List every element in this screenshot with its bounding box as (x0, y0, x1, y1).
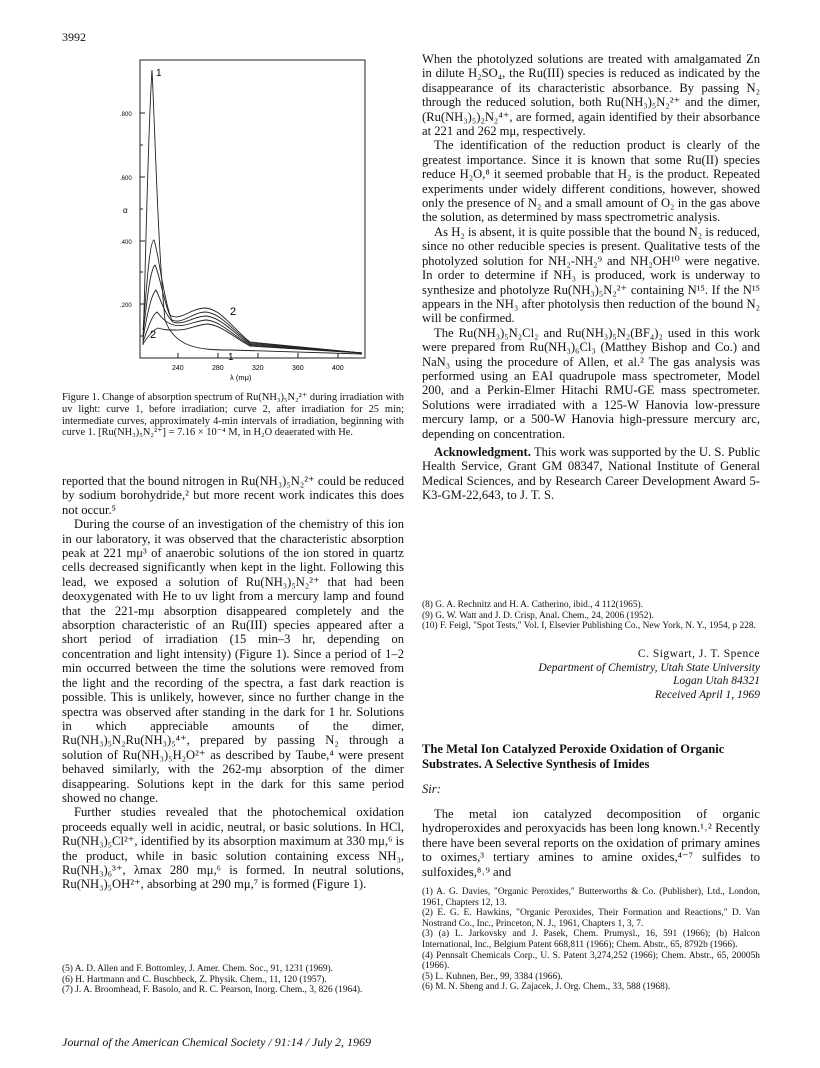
spectral-curves (143, 70, 362, 354)
paragraph: When the photolyzed solutions are treated with amalgamated Zn in dilute H₂SO₄, the Ru(III) species is reduced as indicated by the disappearance of its characteristic absorbance. By passing N₂ through the reduced solution, both Ru(NH₃)₅N₂²⁺ and the dimer, (Ru(NH₃)₅)₂N₂⁴⁺, are formed, again identified by their absorbance at 221 and 262 mμ, respectively. (422, 52, 760, 139)
paragraph: The Ru(NH₃)₅N₂Cl₂ and Ru(NH₃)₅N₂(BF₄)₂ used in this work were prepared from Ru(NH₃)₆Cl₃ (Matthey Bishop and Co.) and NaN₃ using the procedure of Allen, et al.² The gas analysis was performed using an EAI quadrupole mass spectrometer, Model 200, and a Perkin-Elmer Hitachi RMU-GE mass spectrometer. Solutions were irradiated with a 125-W Hanovia low-pressure mercury lamp, or a 500-W Hanovia high-pressure mercury arc, depending on concentration. (422, 325, 760, 441)
plot-frame (140, 60, 365, 358)
reference: (4) Pennsalt Chemicals Corp., U. S. Patent 3,274,252 (1966); Chem. Abstr., 65, 20005h (1966). (422, 950, 760, 972)
reference: (10) F. Feigl, "Spot Tests," Vol. I, Elsevier Publishing Co., New York, N. Y., 1954, p 228. (422, 621, 756, 632)
author-signature (422, 648, 760, 702)
reference: (9) G. W. Watt and J. D. Crisp, Anal. Chem., 24, 2006 (1952). (422, 610, 654, 621)
curve-label-2: 2 (230, 306, 237, 318)
acknowledgment-text: This work was supported by the U. S. Public Health Service, Grant GM 08347, National Institute of General Medical Sciences, and by Research Career Development Award 5-K3-GM-22,643, to J. T. S. (422, 444, 761, 503)
curve-2 (143, 324, 362, 353)
article-title: The Metal Ion Catalyzed Peroxide Oxidation of Organic Substrates. A Selective Synthesis of Imides (422, 742, 725, 771)
author-names: C. Sigwart, J. T. Spence (637, 648, 760, 660)
paragraph: During the course of an investigation of the chemistry of this ion in our laboratory, it was observed that the characteristic absorption peak at 221 mμ³ of anaerobic solutions of the ion stored in quartz cells decreased significantly when kept in the light. Following this lead, we exposed a solution of Ru(NH₃)₅N₂²⁺ that had been deoxygenated with He to uv light from a mercury lamp and found that the 221-mμ absorption disappeared completely and the absorption characteristic of an Ru(III) species appeared after a short period of irradiation (15 min–3 hr, depending on concentration and light intensity) (Figure 1). Since a period of 1–2 min occurred between the time the solutions were removed from the light and the recording of the spectra, a fast dark reaction is possible. This is unlikely, however, since no further change in the spectra was observed after standing in the dark for 1 hr. Solutions in which appreciable amounts of the dimer, Ru(NH₃)₅N₂Ru(NH₃)₅⁴⁺, prepared by passing N₂ through a solution of Ru(NH₃)₅H₂O²⁺ as described by Taube,⁴ were present behaved similarly, with the 262-mμ absorption of the dimer disappearing. Solutions kept in the dark for this same period showed no change. (62, 517, 404, 805)
right-references (422, 600, 760, 632)
paragraph: reported that the bound nitrogen in Ru(NH₃)₅N₂²⁺ could be reduced by sodium borohydride,² but more recent work indicates this does not occur.⁵ (62, 474, 404, 517)
y-tick-label: .600 (120, 176, 132, 182)
paragraph: Further studies revealed that the photochemical oxidation proceeds equally well in acidic, neutral, or basic solutions. In HCl, Ru(NH₃)₅Cl²⁺, identified by its absorption maximum at 330 mμ,⁶ is the product, while in basic solution containing excess NH₃, Ru(NH₃)₆³⁺, λmax 280 mμ,⁶ is formed. In neutral solutions, Ru(NH₃)₅OH²⁺, absorbing at 290 mμ,⁷ is formed (Figure 1). (62, 805, 404, 892)
paragraph: The metal ion catalyzed decomposition of organic hydroperoxides and peroxyacids has been long known.¹˒² Recently there have been several reports on the oxidation of primary amines to oximes,³ tertiary amines to amine oxides,⁴⁻⁷ sulfides to sulfoxides,⁸˒⁹ and (422, 807, 760, 879)
acknowledgment-heading: Acknowledgment. (434, 444, 531, 459)
reference: (7) J. A. Broomhead, F. Basolo, and R. C. Pearson, Inorg. Chem., 3, 826 (1964). (62, 985, 363, 996)
curve-label-2-left: 2 (150, 329, 157, 341)
y-axis-symbol: α (123, 206, 128, 215)
paragraph: The identification of the reduction product is clearly of the greatest importance. Since it is known that some Ru(II) species reduce H₂O,⁸ it seemed probable that H₂ is the product. Repeated experiments under widely different conditions, however, showed only the presence of N₂ and a small amount of O₂ in the gas above the solution, as determined by mass spectrometric analysis. (422, 138, 760, 225)
curve-label-1-top: 1 (156, 68, 162, 79)
page-number: 3992 (62, 30, 86, 44)
reference: (8) G. A. Rechnitz and H. A. Catherino, ibid., 4 112(1965). (422, 600, 643, 610)
x-tick-label: 320 (252, 365, 264, 372)
y-tick-label: .200 (120, 303, 132, 309)
new-article (422, 742, 760, 993)
reference: (2) E. G. E. Hawkins, "Organic Peroxides, Their Formation and Reactions," D. Van Nostrand Co., Inc., Princeton, N. J., 1961, Chapters 1, 3, 7. (422, 908, 760, 929)
y-tick-label: .400 (120, 240, 132, 246)
paragraph: As H₂ is absent, it is quite possible that the bound N₂ is reduced, since no other reducible species is present. Qualitative tests of the photolyzed solution for NH₂-NH₂⁹ and NH₂OH¹⁰ were negative. In order to determine if NH₃ is produced, work is underway to synthesize and photolyze Ru(NH₃)₅N₂²⁺ containing N¹⁵. If the N¹⁵ appears in the NH₃ after photolysis then reduction of the bound N₂ will be confirmed. (422, 224, 760, 326)
department: Department of Chemistry, Utah State University (538, 661, 760, 674)
reference: (1) A. G. Davies, "Organic Peroxides," Butterworths & Co. (Publisher), Ltd., London, 1961, Chapters 12, 13. (422, 887, 760, 908)
intermediate-curve (143, 265, 362, 353)
reference: (6) H. Hartmann and C. Buschbeck, Z. Physik. Chem., 11, 120 (1957). (62, 974, 327, 985)
x-tick-label: 360 (292, 365, 304, 372)
city: Logan Utah 84321 (673, 675, 760, 688)
intermediate-curve (143, 240, 362, 353)
x-tick-label: 400 (332, 365, 344, 372)
intermediate-curve (143, 312, 362, 353)
reference: (5) A. D. Allen and F. Bottomley, J. Amer. Chem. Soc., 91, 1231 (1969). (62, 964, 334, 974)
absorption-spectrum-figure (110, 50, 390, 390)
x-tick-label: 280 (212, 365, 224, 372)
salutation: Sir: (422, 782, 441, 796)
acknowledgment (422, 445, 760, 503)
reference: (3) (a) L. Jarkovsky and J. Pasek, Chem. Prumysl., 16, 591 (1966); (b) Halcon International, Inc., Belgium Patent 668,811 (1966); Chem. Abstr., 65, 8792b (1966). (422, 929, 760, 950)
journal-footer: Journal of the American Chemical Society / 91:14 / July 2, 1969 (62, 1035, 372, 1049)
received-date: Received April 1, 1969 (654, 688, 760, 701)
x-axis-label: λ (mμ) (230, 373, 252, 382)
right-column-body (422, 52, 760, 503)
reference: (6) M. N. Sheng and J. G. Zajacek, J. Org. Chem., 33, 588 (1968). (422, 982, 671, 993)
figure-caption: Figure 1. Change of absorption spectrum of Ru(NH₃)₅N₂²⁺ during irradiation with uv light: curve 1, before irradiation; curve 2, after irradiation for 25 min; intermediate curves, approximately 4-min intervals of irradiation, beginning with curve 1. [Ru(NH₃)₅N₂²⁺] = 7.16 × 10⁻⁴ M, in H₂O deaerated with He. (62, 392, 404, 439)
left-column-body (62, 474, 404, 892)
y-tick-label: .800 (120, 112, 132, 118)
x-tick-label: 240 (172, 365, 184, 372)
curve-1 (143, 70, 362, 354)
reference: (5) L. Kuhnen, Ber., 99, 3384 (1966). (422, 971, 563, 982)
article-references (422, 887, 760, 993)
left-references (62, 964, 404, 996)
curve-label-1-bottom: 1 (228, 352, 234, 363)
